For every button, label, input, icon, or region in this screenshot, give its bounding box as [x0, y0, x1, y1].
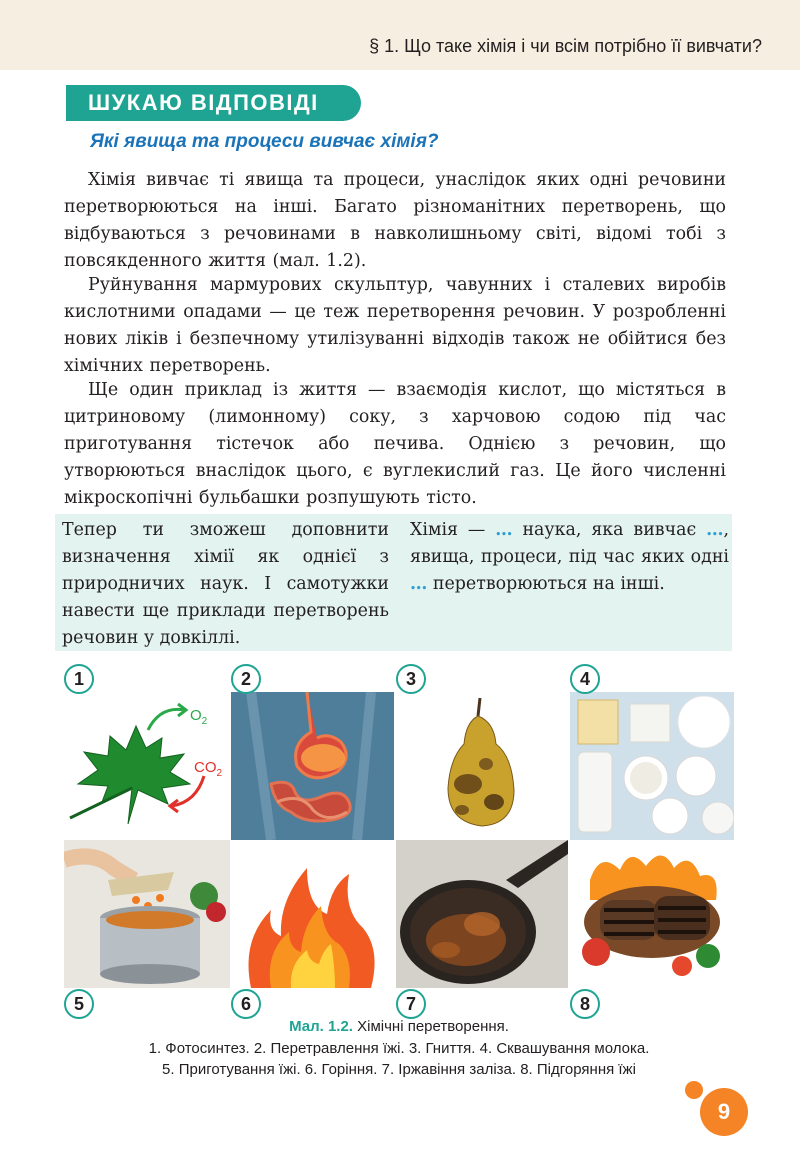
- running-title: § 1. Що таке хімія і чи всім потрібно її вивчати?: [369, 36, 762, 56]
- header-bar: [0, 0, 800, 70]
- figure-digestion: [231, 692, 394, 840]
- o2-label: O: [190, 707, 202, 724]
- burnt-food-image: [570, 840, 734, 988]
- definition-part-2: наука, яка вивчає: [512, 520, 707, 540]
- figure-number-3: 3: [396, 664, 426, 694]
- definition-box: [55, 514, 732, 651]
- blank-2: …: [706, 520, 724, 540]
- figure-number-5: 5: [64, 989, 94, 1019]
- dairy-products-image: [570, 692, 734, 840]
- figure-dairy: [570, 692, 734, 840]
- co2-label: CO: [194, 759, 217, 776]
- page-number: 9: [700, 1088, 748, 1136]
- figure-number-1: 1: [64, 664, 94, 694]
- paragraph-2: Руйнування мармурових скульптур, чавунних і сталевих виробів кислотними опадами — це теж перетворення речовин. У розробленні нових ліків і безпечному утилізуванні відходів також не обійтися без хімічних перетворень.: [64, 275, 726, 376]
- blank-3: …: [410, 574, 428, 594]
- figure-number-6: 6: [231, 989, 261, 1019]
- paragraph-3: Ще один приклад із життя — взаємодія кислот, що містяться в цитриновому (лимонному) соку, з харчовою содою під час приготування тістечок або печива. Однією з речовин, що утворюються внаслідок цього, є вуглекислий газ. Це його численні мікроскопічні бульбашки розпушують тісто.: [64, 380, 726, 508]
- section-badge: ШУКАЮ ВІДПОВІДІ: [66, 85, 361, 121]
- definition-prompt: Тепер ти зможеш доповнити визначення хімії як однієї з природничих наук. І самотужки навести ще приклади перетворень речовин у довкіллі.: [62, 520, 389, 648]
- figure-caption-text: Хімічні перетворення.: [352, 1018, 509, 1035]
- rotten-pear-image: [396, 692, 568, 840]
- maple-leaf-image: [64, 692, 230, 840]
- figure-caption-title: [64, 1018, 734, 1035]
- definition-template: [410, 517, 729, 598]
- cooking-pot-image: [64, 840, 230, 988]
- figure-caption-label: Мал. 1.2.: [289, 1018, 353, 1035]
- figure-number-2: 2: [231, 664, 261, 694]
- rusty-pan-image: [396, 840, 568, 988]
- figure-rusting: [396, 840, 568, 988]
- page-number-dot: [685, 1081, 703, 1099]
- figure-photosynthesis: [64, 692, 230, 840]
- figure-caption-line-2: 1. Фотосинтез. 2. Перетравлення їжі. 3. Гниття. 4. Сквашування молока.: [148, 1040, 650, 1057]
- o2-subscript: 2: [201, 716, 208, 727]
- definition-part-3: , явища, процеси, під час яких одні: [410, 520, 730, 567]
- figure-rotting: [396, 692, 568, 840]
- blank-1: …: [495, 520, 513, 540]
- svg-text:CO2: [194, 759, 223, 779]
- co2-subscript: 2: [216, 768, 223, 779]
- definition-part-4: перетворюються на інші.: [427, 574, 665, 594]
- figure-burnt-food: [570, 840, 734, 988]
- svg-text:O2: [190, 707, 208, 727]
- figure-number-4: 4: [570, 664, 600, 694]
- section-question: Які явища та процеси вивчає хімія?: [90, 131, 439, 152]
- figure-burning: [231, 840, 394, 988]
- paragraph-1: Хімія вивчає ті явища та процеси, унаслідок яких одні речовини перетворюються на інші. Багато різноманітних перетворень, що відбуваються з речовинами в навколишньому світі, відомі тобі з повсякденного життя (мал. 1.2).: [64, 170, 726, 271]
- figure-number-7: 7: [396, 989, 426, 1019]
- stomach-image: [231, 692, 394, 840]
- definition-part-1: Хімія —: [410, 520, 496, 540]
- figure-cooking: [64, 840, 230, 988]
- fire-image: [231, 840, 394, 988]
- figure-caption-line-3: 5. Приготування їжі. 6. Горіння. 7. Іржавіння заліза. 8. Підгоряння їжі: [162, 1061, 636, 1078]
- figure-number-8: 8: [570, 989, 600, 1019]
